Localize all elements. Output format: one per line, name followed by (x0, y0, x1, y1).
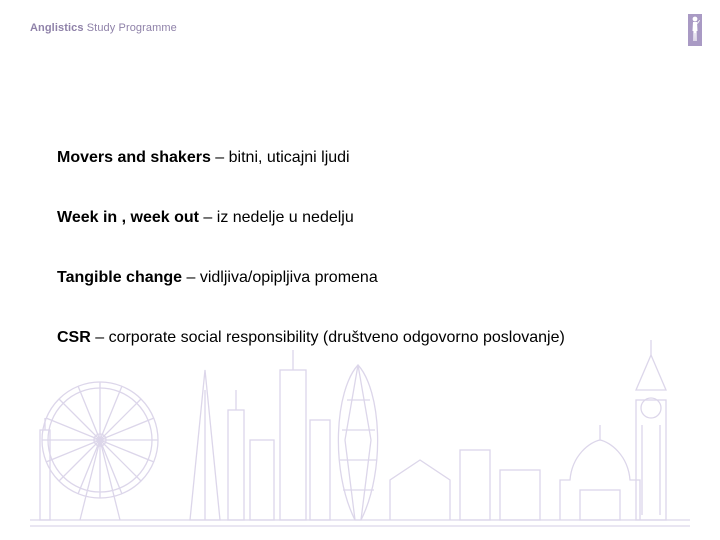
term-list (57, 148, 697, 348)
term-item (57, 208, 697, 228)
term-word: CSR (57, 329, 91, 346)
term-item (57, 148, 697, 168)
figure-logo-icon (688, 14, 702, 46)
term-definition: – corporate social responsibility (društveno odgovorno poslovanje) (90, 329, 565, 346)
slide-header (30, 22, 177, 34)
term-definition: – iz nedelje u nedelju (198, 209, 354, 226)
term-word: Tangible change (57, 269, 183, 286)
city-skyline-illustration (0, 330, 720, 540)
header-program: Study Programme (83, 22, 177, 34)
term-definition: – vidljiva/opipljiva promena (182, 269, 378, 286)
term-item (57, 328, 697, 348)
term-definition: – bitni, uticajni ljudi (210, 149, 350, 166)
term-item (57, 268, 697, 288)
header-brand: Anglistics (30, 22, 84, 34)
term-word: Week in , week out (57, 209, 199, 226)
term-word: Movers and shakers (57, 149, 211, 166)
